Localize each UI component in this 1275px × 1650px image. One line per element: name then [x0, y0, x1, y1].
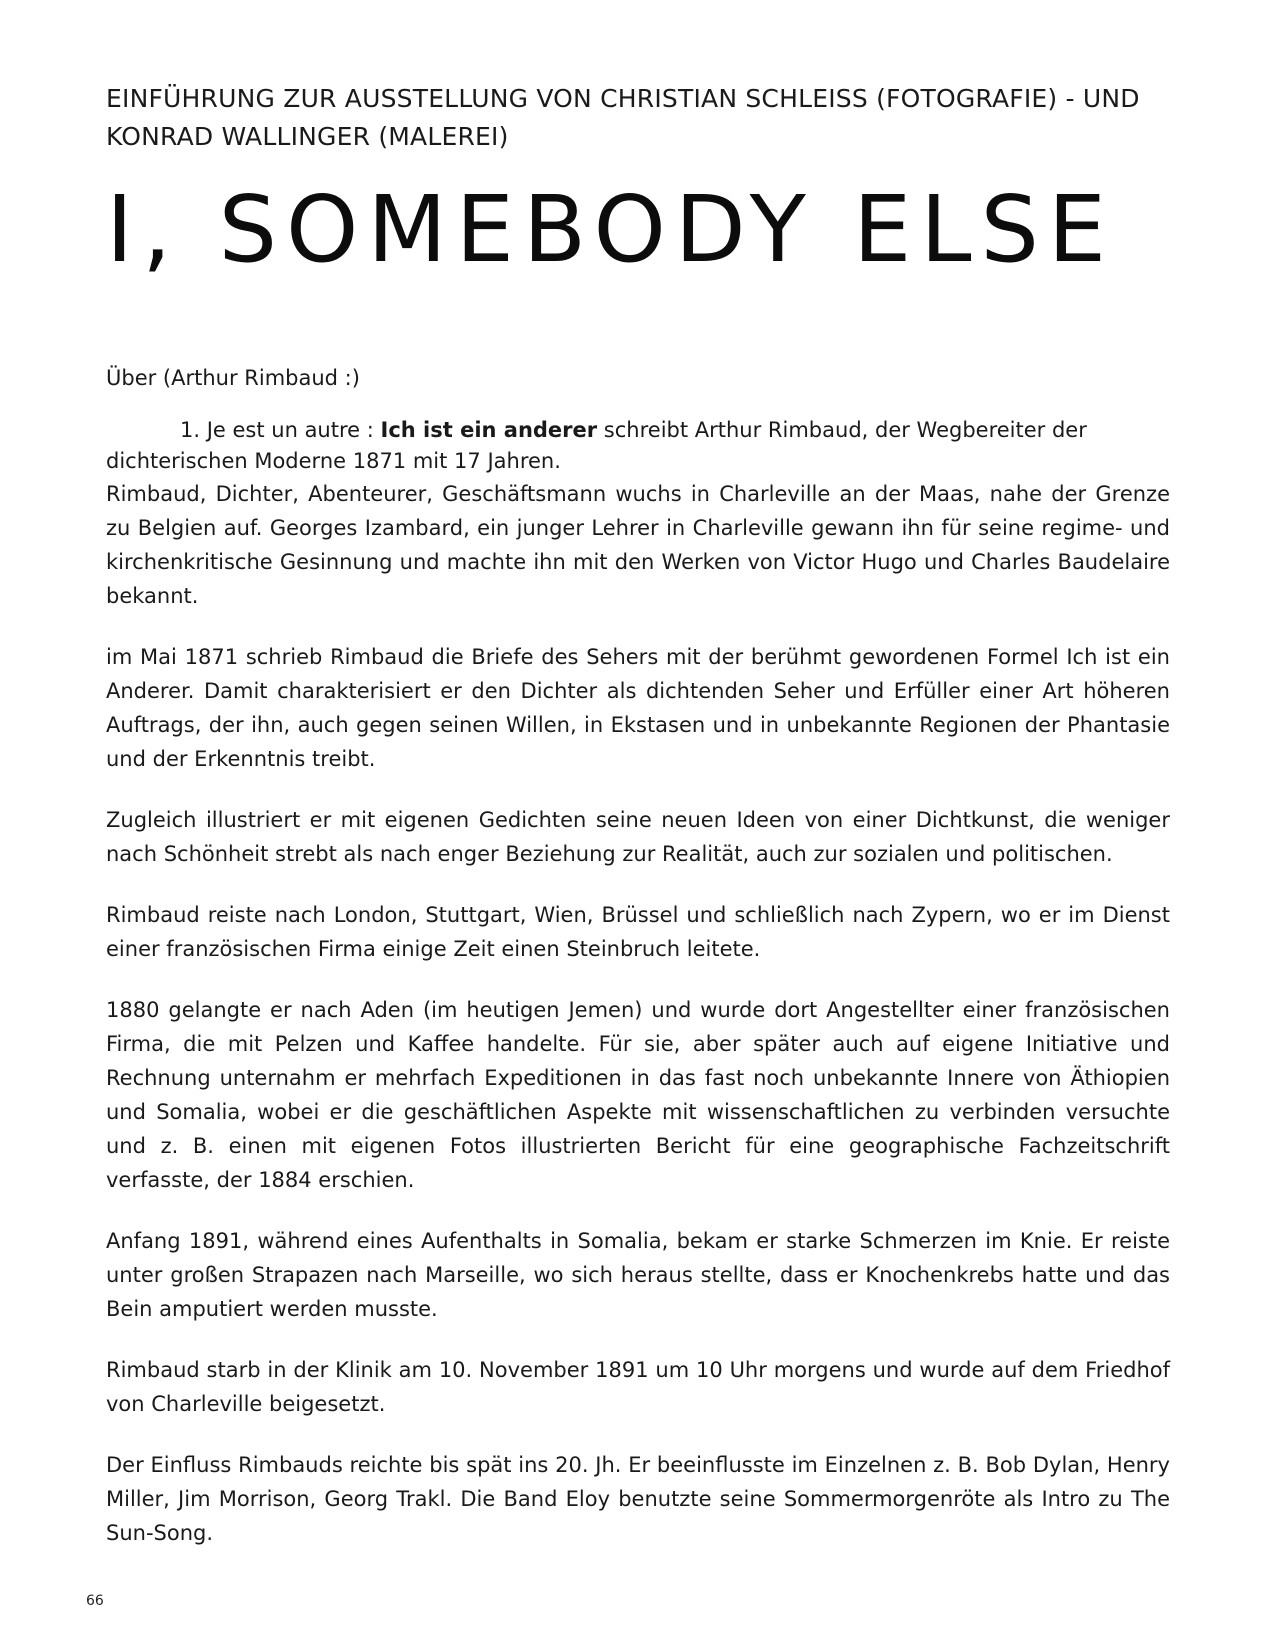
exhibition-subtitle: EINFÜHRUNG ZUR AUSSTELLUNG VON CHRISTIAN SCHLEISS (FOTOGRAFIE) - UND KONRAD WALLINGER (MALEREI): [106, 84, 1140, 151]
lead-suffix: schreibt Arthur Rimbaud, der Wegbereiter der dichterischen Moderne 1871 mit 17 Jahren.: [106, 418, 1087, 473]
paragraph-3: Zugleich illustriert er mit eigenen Gedichten seine neuen Ideen von einer Dichtkunst, die weniger nach Schönheit strebt als nach enger Beziehung zur Realität, auch zur sozialen und politischen.: [106, 808, 1170, 866]
paragraph-7: Rimbaud starb in der Klinik am 10. November 1891 um 10 Uhr morgens und wurde auf dem Friedhof von Charleville beigesetzt.: [106, 1358, 1170, 1416]
paragraph-2: im Mai 1871 schrieb Rimbaud die Briefe des Sehers mit der berühmt gewordenen Formel Ich ist ein Anderer. Damit charakterisiert er den Dichter als dichtenden Seher und Erfüller einer Art höheren Auftrags, der ihn, auch gegen seinen Willen, in Ekstasen und in unbekannte Regionen der Phantasie und der Erkenntnis treibt.: [106, 645, 1170, 771]
lead-paragraph: [106, 415, 1170, 477]
page-content: [106, 80, 1170, 1577]
paragraph-8: Der Einfluss Rimbauds reichte bis spät ins 20. Jh. Er beeinflusste im Einzelnen z. B. Bob Dylan, Henry Miller, Jim Morrison, Georg Trakl. Die Band Eloy benutzte seine Sommermorgenröte als Intro zu The Sun-Song.: [106, 1453, 1170, 1545]
paragraph-5: 1880 gelangte er nach Aden (im heutigen Jemen) und wurde dort Angestellter einer französischen Firma, die mit Pelzen und Kaffee handelte. Für sie, aber später auch auf eigene Initiative und Rechnung unternahm er mehrfach Expeditionen in das fast noch unbekannte Innere von Äthiopien und Somalia, wobei er die geschäftlichen Aspekte mit wissenschaftlichen zu verbinden versuchte und z. B. einen mit eigenen Fotos illustrierten Bericht für eine geographische Fachzeitschrift verfasste, der 1884 erschien.: [106, 998, 1170, 1192]
paragraph-6: Anfang 1891, während eines Aufenthalts in Somalia, bekam er starke Schmerzen im Knie. Er reiste unter großen Strapazen nach Marseille, wo sich heraus stellte, dass er Knochenkrebs hatte und das Bein amputiert werden musste.: [106, 1229, 1170, 1321]
paragraph-1: Rimbaud, Dichter, Abenteurer, Geschäftsmann wuchs in Charleville an der Maas, nahe der Grenze zu Belgien auf. Georges Izambard, ein junger Lehrer in Charleville gewann ihn für seine regime- und kirchenkritische Gesinnung und machte ihn mit den Werken von Victor Hugo und Charles Baudelaire bekannt.: [106, 482, 1170, 608]
lead-bold-quote: Ich ist ein anderer: [380, 418, 598, 442]
page-title: I, SOMEBODY ELSE: [106, 176, 1116, 283]
lead-prefix: 1. Je est un autre :: [180, 418, 381, 442]
page-number: 66: [86, 1593, 104, 1609]
paragraph-4: Rimbaud reiste nach London, Stuttgart, Wien, Brüssel und schließlich nach Zypern, wo er im Dienst einer französischen Firma einige Zeit einen Steinbruch leitete.: [106, 903, 1170, 961]
intro-line: Über (Arthur Rimbaud :): [106, 366, 360, 390]
